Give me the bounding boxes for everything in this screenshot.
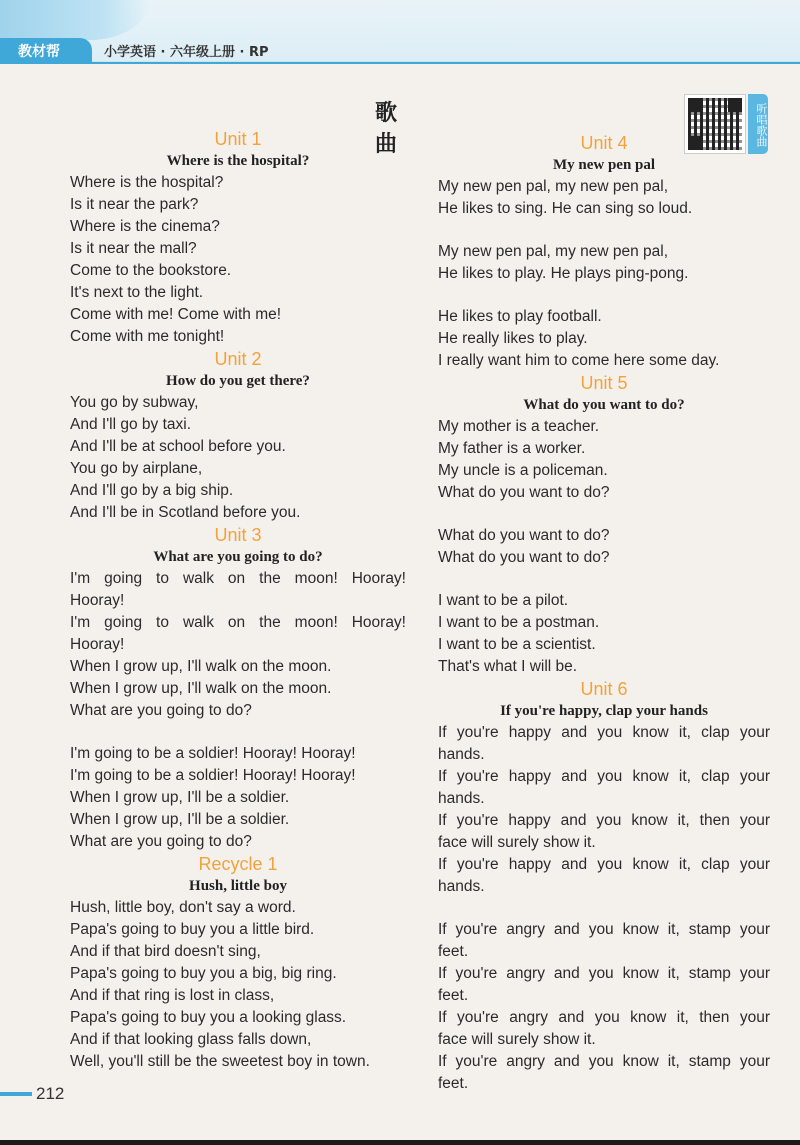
song-title: Hush, little boy bbox=[189, 878, 287, 894]
lyric-line: And I'll be at school before you. bbox=[70, 438, 286, 455]
lyric-line: Come with me! Come with me! bbox=[70, 306, 282, 323]
lyric-line: Papa's going to buy you a looking glass. bbox=[70, 1009, 347, 1026]
brand-label: 教材帮 bbox=[18, 44, 60, 60]
lyric-line: face will surely show it. bbox=[438, 1031, 596, 1048]
song-title: Where is the hospital? bbox=[166, 153, 310, 169]
unit-heading: Unit 2 bbox=[214, 349, 262, 369]
lyric-line: If you're angry and you know it, then your bbox=[438, 1009, 770, 1026]
lyric-line: If you're angry and you know it, stamp your bbox=[438, 921, 770, 938]
lyric-line: Where is the hospital? bbox=[70, 174, 224, 191]
lyric-line: feet. bbox=[438, 987, 469, 1004]
lyric-line: If you're happy and you know it, clap your bbox=[438, 856, 770, 873]
header-decoration bbox=[0, 0, 150, 40]
lyric-line: I'm going to walk on the moon! Hooray! bbox=[70, 614, 406, 631]
footer-bar bbox=[0, 1092, 32, 1096]
lyric-line: Hooray! bbox=[70, 592, 125, 609]
lyric-line: Where is the cinema? bbox=[70, 218, 220, 235]
lyric-line: My new pen pal, my new pen pal, bbox=[438, 178, 669, 195]
lyric-line: Is it near the park? bbox=[70, 196, 199, 213]
lyric-line: Hooray! bbox=[70, 636, 125, 653]
lyric-line: He likes to play. He plays ping-pong. bbox=[438, 265, 689, 282]
lyric-line: Come with me tonight! bbox=[70, 328, 225, 345]
unit-heading: Unit 5 bbox=[580, 373, 628, 393]
lyric-line: And if that looking glass falls down, bbox=[70, 1031, 312, 1048]
lyric-line: And if that ring is lost in class, bbox=[70, 987, 275, 1004]
lyric-line: When I grow up, I'll walk on the moon. bbox=[70, 680, 332, 697]
lyric-line: Come to the bookstore. bbox=[70, 262, 232, 279]
left-column bbox=[70, 128, 406, 1073]
lyric-line: What are you going to do? bbox=[70, 702, 252, 719]
lyric-line: feet. bbox=[438, 943, 469, 960]
unit-heading: Unit 4 bbox=[580, 133, 628, 153]
song-title: What do you want to do? bbox=[523, 397, 685, 413]
lyric-line: If you're happy and you know it, clap your bbox=[438, 768, 770, 785]
lyric-line: Papa's going to buy you a little bird. bbox=[70, 921, 315, 938]
lyric-line: It's next to the light. bbox=[70, 284, 204, 301]
lyric-line: Well, you'll still be the sweetest boy in town. bbox=[70, 1053, 370, 1070]
lyric-line: feet. bbox=[438, 1075, 469, 1092]
lyric-line: What do you want to do? bbox=[438, 549, 610, 566]
lyric-line: And I'll go by taxi. bbox=[70, 416, 191, 433]
stanza-gap bbox=[438, 569, 770, 590]
lyric-line: When I grow up, I'll be a soldier. bbox=[70, 789, 290, 806]
lyric-line: I want to be a postman. bbox=[438, 614, 600, 631]
lyric-line: I'm going to walk on the moon! Hooray! bbox=[70, 570, 406, 587]
lyric-line: Hush, little boy, don't say a word. bbox=[70, 899, 296, 916]
song-title: What are you going to do? bbox=[153, 549, 323, 565]
lyric-line: I'm going to be a soldier! Hooray! Hooray! bbox=[70, 745, 356, 762]
lyric-line: My mother is a teacher. bbox=[438, 418, 600, 435]
stanza-gap bbox=[438, 898, 770, 919]
lyric-line: If you're angry and you know it, stamp your bbox=[438, 965, 770, 982]
lyric-line: And I'll be in Scotland before you. bbox=[70, 504, 301, 521]
lyric-line: I want to be a pilot. bbox=[438, 592, 569, 609]
lyric-line: My father is a worker. bbox=[438, 440, 586, 457]
stanza-gap bbox=[70, 722, 406, 743]
page-edge bbox=[0, 1140, 800, 1145]
lyric-line: You go by subway, bbox=[70, 394, 199, 411]
unit-heading: Unit 6 bbox=[580, 679, 628, 699]
header-divider bbox=[0, 62, 800, 64]
lyric-line: That's what I will be. bbox=[438, 658, 578, 675]
lyric-line: If you're happy and you know it, then your bbox=[438, 812, 770, 829]
lyric-line: He really likes to play. bbox=[438, 330, 588, 347]
stanza-gap bbox=[438, 504, 770, 525]
lyric-line: hands. bbox=[438, 746, 485, 763]
lyric-line: What are you going to do? bbox=[70, 833, 252, 850]
song-title: How do you get there? bbox=[166, 373, 310, 389]
lyric-line: He likes to sing. He can sing so loud. bbox=[438, 200, 693, 217]
page-title: 歌 曲 bbox=[374, 101, 435, 157]
lyric-line: You go by airplane, bbox=[70, 460, 203, 477]
lyric-line: My new pen pal, my new pen pal, bbox=[438, 243, 669, 260]
right-column bbox=[438, 132, 770, 1095]
stanza-gap bbox=[438, 220, 770, 241]
lyric-line: And I'll go by a big ship. bbox=[70, 482, 234, 499]
lyric-line: Papa's going to buy you a big, big ring. bbox=[70, 965, 337, 982]
lyric-line: hands. bbox=[438, 878, 485, 895]
unit-heading: Recycle 1 bbox=[198, 854, 278, 874]
lyric-line: What do you want to do? bbox=[438, 484, 610, 501]
lyric-line: What do you want to do? bbox=[438, 527, 610, 544]
lyric-line: My uncle is a policeman. bbox=[438, 462, 608, 479]
lyric-line: Is it near the mall? bbox=[70, 240, 197, 257]
lyric-line: If you're angry and you know it, stamp your bbox=[438, 1053, 770, 1070]
unit-heading: Unit 1 bbox=[214, 129, 262, 149]
page-number: 212 bbox=[36, 1084, 65, 1103]
lyric-line: If you're happy and you know it, clap your bbox=[438, 724, 770, 741]
song-title: If you're happy, clap your hands bbox=[500, 703, 708, 719]
lyric-line: When I grow up, I'll walk on the moon. bbox=[70, 658, 332, 675]
lyric-line: I really want him to come here some day. bbox=[438, 352, 720, 369]
listen-songs-tag[interactable]: 听唱歌曲 bbox=[748, 94, 768, 154]
lyric-line: When I grow up, I'll be a soldier. bbox=[70, 811, 290, 828]
lyric-line: I'm going to be a soldier! Hooray! Hooray! bbox=[70, 767, 356, 784]
lyric-line: I want to be a scientist. bbox=[438, 636, 596, 653]
lyric-line: face will surely show it. bbox=[438, 834, 596, 851]
song-title: My new pen pal bbox=[552, 157, 656, 173]
stanza-gap bbox=[438, 285, 770, 306]
unit-heading: Unit 3 bbox=[214, 525, 262, 545]
lyric-line: hands. bbox=[438, 790, 485, 807]
lyric-line: He likes to play football. bbox=[438, 308, 602, 325]
lyric-line: And if that bird doesn't sing, bbox=[70, 943, 261, 960]
book-subtitle: 小学英语 · 六年级上册 · RP bbox=[104, 45, 269, 60]
